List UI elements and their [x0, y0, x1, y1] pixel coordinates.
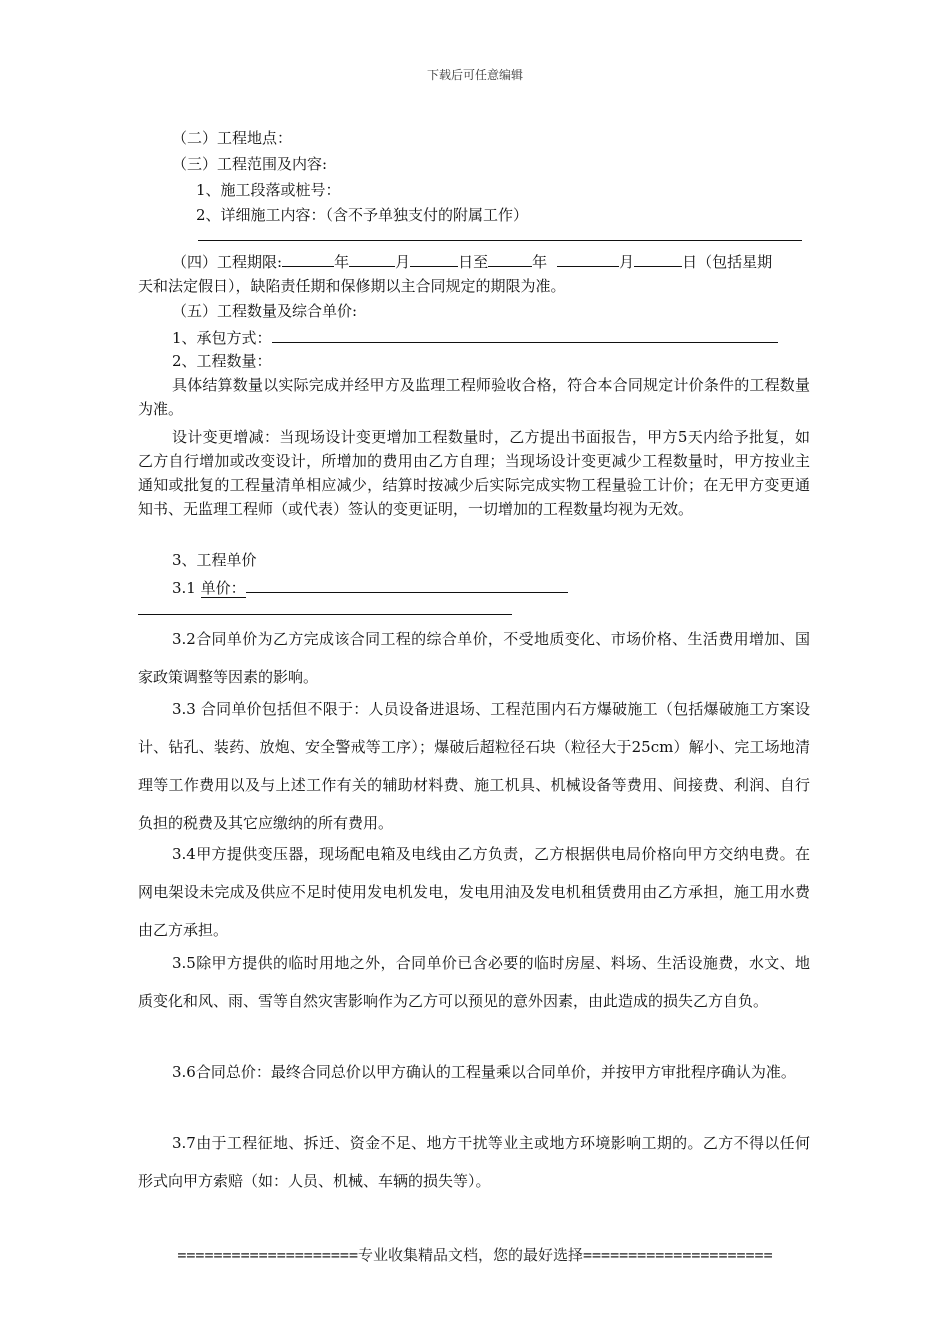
blank — [282, 250, 334, 267]
day-label: 日至 — [458, 253, 489, 271]
section-5-item-3: 3、工程单价 — [172, 551, 257, 569]
clause-3-2: 3.2合同单价为乙方完成该合同工程的综合单价，不受地质变化、市场价格、生活费用增加、国家政策调整等因素的影响。 — [138, 630, 810, 686]
section-3-item-2: 2、详细施工内容：（含不予单独支付的附属工作） — [196, 206, 529, 224]
month-label: 月 — [395, 253, 411, 271]
section-5-item-1-line — [172, 326, 778, 348]
year-label: 年 — [334, 253, 350, 271]
blank — [488, 250, 532, 267]
clause-3-4: 3.4甲方提供变压器，现场配电箱及电线由乙方负责，乙方根据供电局价格向甲方交纳电费。在网电架设未完成及供应不足时使用发电机发电，发电用油及发电机租赁费用由乙方承担，施工用水费由乙方承担。 — [138, 845, 810, 939]
item-3-1-number: 3.1 — [172, 579, 201, 597]
page-footer: ====================专业收集精品文档，您的最好选择===================== — [177, 1246, 773, 1264]
clause-3-5: 3.5除甲方提供的临时用地之外，合同单价已含必要的临时房屋、料场、生活设施费，水文、地质变化和风、雨、雪等自然灾害影响作为乙方可以预见的意外因素，由此造成的损失乙方自负。 — [138, 954, 810, 1010]
section-3-title: （三）工程范围及内容: — [172, 155, 328, 173]
year-label: 年 — [532, 253, 548, 271]
blank — [246, 576, 568, 593]
fill-in-rule — [138, 614, 512, 615]
fill-in-rule — [198, 240, 802, 241]
month-label: 月 — [619, 253, 635, 271]
blank — [557, 250, 619, 267]
quantity-paragraph: 具体结算数量以实际完成并经甲方及监理工程师验收合格，符合本合同规定计价条件的工程数量为准。 — [138, 376, 810, 418]
section-5-item-3-1-line — [172, 576, 568, 598]
blank — [410, 250, 458, 267]
section-4-period-line — [172, 250, 772, 272]
section-2-location: （二）工程地点： — [172, 129, 293, 147]
clause-3-7: 3.7由于工程征地、拆迁、资金不足、地方干扰等业主或地方环境影响工期的。乙方不得以任何形式向甲方索赔（如：人员、机械、车辆的损失等）。 — [138, 1134, 810, 1190]
design-change-paragraph: 设计变更增减：当现场设计变更增加工程数量时，乙方提出书面报告，甲方5天内给予批复，如乙方自行增加或改变设计，所增加的费用由乙方自理；当现场设计变更减少工程数量时，甲方按业主通知或批复的工程量清单相应减少，结算时按减少后实际完成实物工程量验工计价；在无甲方变更通知书、无监理工程师（或代表）签认的变更证明，一切增加的工程数量均视为无效。 — [138, 428, 810, 518]
page-header: 下载后可任意编辑 — [426, 68, 523, 82]
item-3-1-label: 单价： — [200, 579, 246, 597]
clause-3-3: 3.3 合同单价包括但不限于：人员设备进退场、工程范围内石方爆破施工（包括爆破施工方案设计、钻孔、装药、放炮、安全警戒等工序）；爆破后超粒径石块（粒径大于25cm）解小、完工场地清理等工作费用以及与上述工作有关的辅助材料费、施工机具、机械设备等费用、间接费、利润、自行负担的税费及其它应缴纳的所有费用。 — [138, 700, 810, 832]
section-4-prefix: （四）工程期限: — [172, 253, 283, 271]
section-5-item-1: 1、承包方式： — [172, 329, 272, 347]
day-label: 日（包括星期 — [682, 253, 773, 271]
clause-3-6: 3.6合同总价：最终合同总价以甲方确认的工程量乘以合同单价，并按甲方审批程序确认为准。 — [172, 1063, 796, 1081]
blank — [349, 250, 395, 267]
section-5-item-2: 2、工程数量： — [172, 352, 272, 370]
blank — [272, 326, 778, 343]
section-5-title: （五）工程数量及综合单价: — [172, 302, 358, 320]
section-3-item-1: 1、施工段落或桩号： — [196, 181, 341, 199]
blank — [634, 250, 682, 267]
section-4-line-2: 天和法定假日），缺陷责任期和保修期以主合同规定的期限为准。 — [138, 277, 566, 295]
